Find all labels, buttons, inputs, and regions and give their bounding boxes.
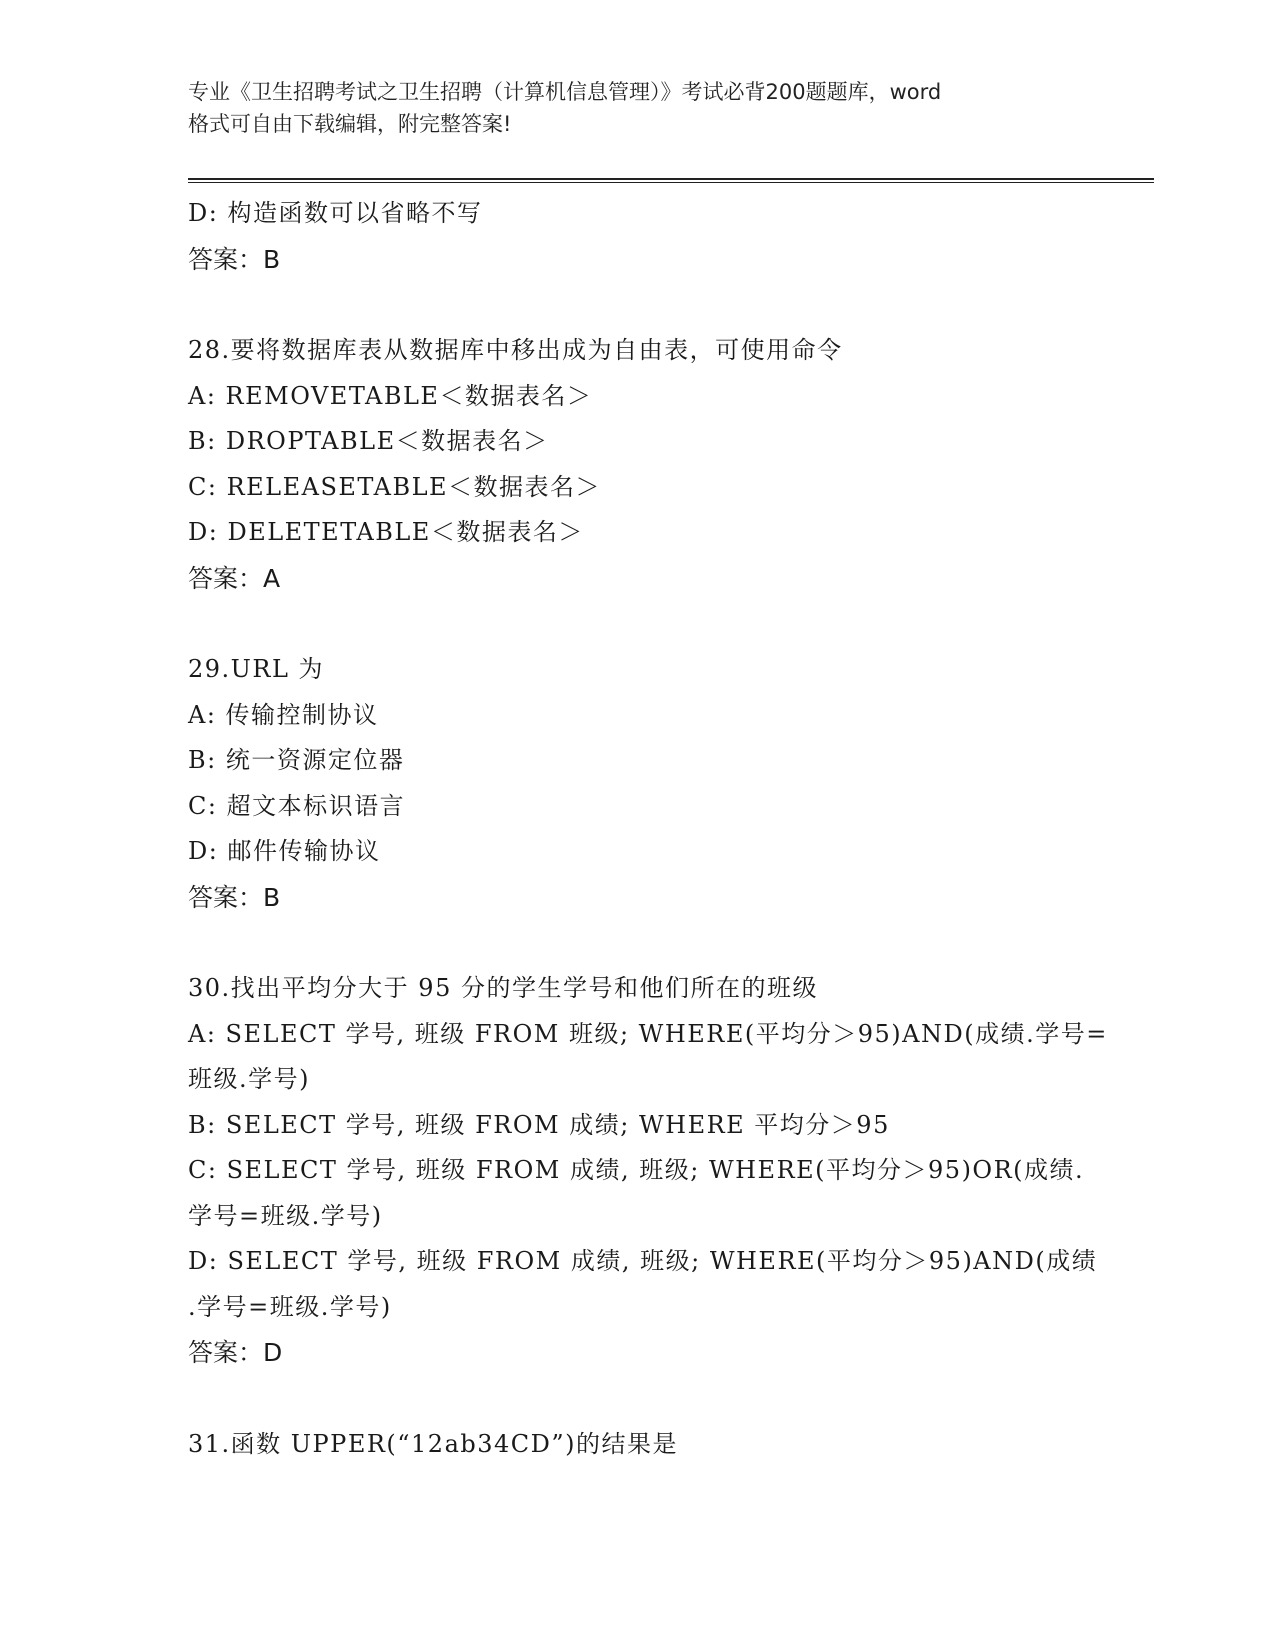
- document-body: [188, 191, 1108, 1467]
- option-c-continued: 学号=班级.学号): [188, 1201, 383, 1230]
- option-b: B: DROPTABLE＜数据表名＞: [188, 427, 549, 455]
- option-c: C: RELEASETABLE＜数据表名＞: [188, 472, 602, 501]
- question-28: [188, 328, 1088, 601]
- header-title-line-2: 格式可自由下载编辑，附完整答案!: [188, 112, 512, 136]
- header-title-line-1: 专业《卫生招聘考试之卫生招聘（计算机信息管理）》考试必背200题题库，word: [188, 80, 942, 104]
- answer-text: 答案：B: [188, 882, 281, 912]
- option-d: D: 邮件传输协议: [188, 837, 381, 865]
- answer-text: 答案：D: [188, 1338, 283, 1367]
- answer-text: 答案：B: [188, 244, 281, 274]
- question-27-tail: [188, 191, 1088, 282]
- option-a: A: SELECT 学号, 班级 FROM 班级; WHERE(平均分＞95)AND(成绩.学号=: [188, 1019, 1108, 1048]
- question-30: [188, 966, 1108, 1376]
- answer-text: 答案：A: [188, 563, 281, 593]
- option-a: A: 传输控制协议: [188, 700, 379, 729]
- option-d: D: SELECT 学号, 班级 FROM 成绩, 班级; WHERE(平均分＞95)AND(成绩: [188, 1247, 1098, 1275]
- question-31: [188, 1422, 1088, 1468]
- option-b: B: 统一资源定位器: [188, 746, 405, 774]
- option-b: B: SELECT 学号, 班级 FROM 成绩; WHERE 平均分＞95: [188, 1110, 890, 1139]
- option-d-continued: .学号=班级.学号): [188, 1292, 392, 1321]
- option-a-continued: 班级.学号): [188, 1065, 310, 1093]
- question-stem: 31.函数 UPPER(“12ab34CD”)的结果是: [188, 1429, 679, 1458]
- option-d: D: 构造函数可以省略不写: [188, 199, 483, 227]
- question-stem: 30.找出平均分大于 95 分的学生学号和他们所在的班级: [188, 974, 818, 1002]
- option-c: C: SELECT 学号, 班级 FROM 成绩, 班级; WHERE(平均分＞95)OR(成绩.: [188, 1156, 1085, 1184]
- option-a: A: REMOVETABLE＜数据表名＞: [188, 381, 593, 410]
- option-d: D: DELETETABLE＜数据表名＞: [188, 518, 584, 546]
- question-stem: 28.要将数据库表从数据库中移出成为自由表，可使用命令: [188, 336, 843, 364]
- document-header: [188, 76, 1088, 140]
- question-29: [188, 647, 1088, 920]
- header-divider: [188, 178, 1154, 183]
- option-c: C: 超文本标识语言: [188, 791, 406, 820]
- question-stem: 29.URL 为: [188, 655, 325, 683]
